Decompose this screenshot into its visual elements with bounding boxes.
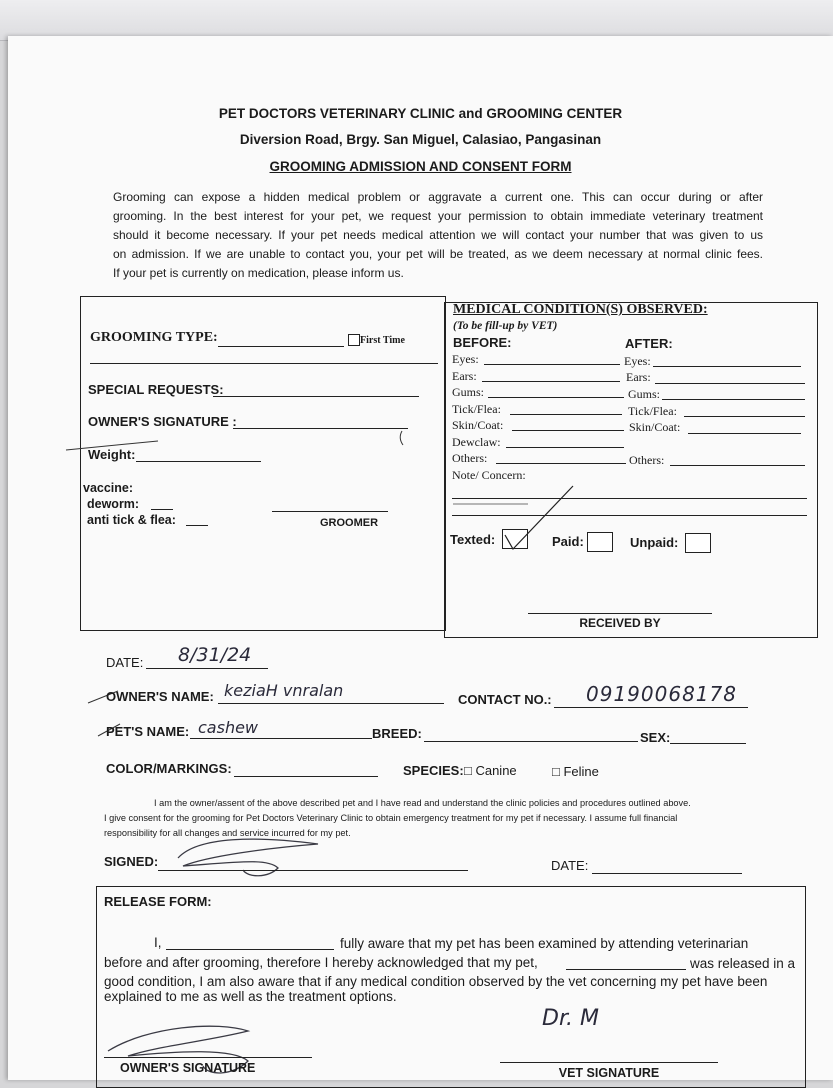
before-item-gums: Gums: <box>452 385 485 399</box>
sex-field-line[interactable] <box>670 743 746 744</box>
feline-option[interactable]: □ Feline <box>552 764 599 779</box>
before-heading: BEFORE: <box>453 335 512 350</box>
medical-subtitle: (To be fill-up by VET) <box>453 320 558 332</box>
after-item-ears: Ears: <box>626 370 651 384</box>
before-item-dewclaw: Dewclaw: <box>452 435 501 449</box>
special-requests-label: SPECIAL REQUESTS: <box>88 382 224 397</box>
owner-signature-label: OWNER'S SIGNATURE : <box>88 414 237 429</box>
after-heading: AFTER: <box>625 336 673 351</box>
vaccine-label: vaccine: <box>83 481 134 495</box>
pet-name-handwritten: cashew <box>198 718 259 737</box>
texted-label: Texted: <box>450 532 496 547</box>
intro-line: on admission. If we are unable to contact you, your pet will be treated, as we deem necessary at normal clinic fees. <box>113 247 763 261</box>
species-label: SPECIES: <box>403 763 464 778</box>
before-item-skin: Skin/Coat: <box>452 418 504 432</box>
owner-name-field-line[interactable] <box>218 703 444 704</box>
breed-field-line[interactable] <box>424 741 638 742</box>
intro-line: should it become necessary. If your pet needs medical attention we will contact your number that was given to us <box>113 228 763 242</box>
owner-name-label: OWNER'S NAME: <box>106 689 214 704</box>
owner-name-handwritten: keziaH vnralan <box>224 681 344 700</box>
medical-title: MEDICAL CONDITION(S) OBSERVED: <box>453 302 708 317</box>
vet-signature-line[interactable] <box>500 1062 718 1063</box>
form-title: GROOMING ADMISSION AND CONSENT FORM <box>269 159 572 174</box>
consent-line: responsibility for all changes and service incurred for my pet. <box>104 828 351 838</box>
after-item-eyes: Eyes: <box>624 354 651 368</box>
note-concern-label: Note/ Concern: <box>452 468 526 482</box>
pet-name-field-line[interactable] <box>190 738 372 739</box>
form-sheet <box>8 36 833 1080</box>
contact-field-line[interactable] <box>554 707 748 708</box>
release-line2: before and after grooming, therefore I hereby acknowledged that my pet, <box>104 955 538 970</box>
consent-paragraph <box>104 796 754 841</box>
release-name-field[interactable] <box>166 949 334 950</box>
signed-date-label: DATE: <box>551 858 589 873</box>
owner-release-signature-line[interactable] <box>104 1057 312 1058</box>
after-item-tick: Tick/Flea: <box>628 404 677 418</box>
intro-line: If your pet is currently on medication, please inform us. <box>113 266 404 280</box>
date-label: DATE: <box>106 655 144 670</box>
release-line3: good condition, I am also aware that if any medical condition observed by the vet concerning my pet have been <box>104 974 768 989</box>
unpaid-label: Unpaid: <box>630 535 679 550</box>
canine-option[interactable]: □ Canine <box>464 763 517 778</box>
contact-handwritten: 09190068178 <box>586 682 737 706</box>
release-form-title: RELEASE FORM: <box>104 894 212 909</box>
intro-line: Grooming can expose a hidden medical problem or aggravate a current one. This can occur during or after <box>113 190 763 204</box>
received-by-label: RECEIVED BY <box>579 616 661 630</box>
owner-release-signature-label: OWNER'S SIGNATURE <box>120 1061 256 1075</box>
weight-label: Weight: <box>88 447 136 462</box>
after-item-gums: Gums: <box>628 387 661 401</box>
paid-label: Paid: <box>552 534 584 549</box>
signed-date-field-line[interactable] <box>592 873 742 874</box>
pet-name-label: PET'S NAME: <box>106 724 190 739</box>
after-item-others: Others: <box>629 453 665 467</box>
release-line1: fully aware that my pet has been examined by attending veterinarian <box>340 936 749 951</box>
before-item-others: Others: <box>452 451 488 465</box>
deworm-label: deworm: <box>87 497 140 511</box>
vet-signature-label: VET SIGNATURE <box>558 1066 660 1080</box>
before-item-eyes: Eyes: <box>452 352 479 366</box>
after-item-skin: Skin/Coat: <box>629 420 681 434</box>
background-sheet <box>0 0 833 41</box>
groomer-label: GROOMER <box>320 517 379 529</box>
breed-label: BREED: <box>372 726 422 741</box>
signed-label: SIGNED: <box>104 854 159 869</box>
release-pet-field[interactable] <box>566 969 686 970</box>
vet-handwritten-signature: Dr. M <box>542 1006 599 1031</box>
color-markings-label: COLOR/MARKINGS: <box>106 761 232 776</box>
contact-label: CONTACT NO.: <box>458 692 552 707</box>
color-markings-field-line[interactable] <box>234 776 378 777</box>
signed-field-line[interactable] <box>158 870 468 871</box>
release-line4: explained to me as well as the treatment options. <box>104 989 397 1004</box>
consent-line: I give consent for the grooming for Pet Doctors Veterinary Clinic to obtain emergency treatment for my pet if necessary. I assume full financial <box>104 813 678 823</box>
first-time-label: First Time <box>360 335 405 346</box>
date-handwritten: 8/31/24 <box>178 644 252 666</box>
consent-line: I am the owner/assent of the above described pet and I have read and understand the clinic policies and procedures outlined above. <box>154 798 691 808</box>
intro-line: grooming. In the best interest for your pet, we request your permission to obtain immediate veterinary treatment <box>113 209 763 223</box>
clinic-name: PET DOCTORS VETERINARY CLINIC and GROOMING CENTER <box>218 106 623 121</box>
release-i-label: I, <box>154 935 162 950</box>
date-field-line[interactable] <box>146 668 268 669</box>
sex-label: SEX: <box>640 730 671 745</box>
release-line2-end: was released in a <box>690 956 796 971</box>
clinic-address: Diversion Road, Brgy. San Miguel, Calasiao, Pangasinan <box>239 132 602 147</box>
grooming-type-label: GROOMING TYPE: <box>90 330 218 345</box>
anti-tick-label: anti tick & flea: <box>87 513 176 527</box>
before-item-ears: Ears: <box>452 369 477 383</box>
before-item-tick: Tick/Flea: <box>452 402 501 416</box>
